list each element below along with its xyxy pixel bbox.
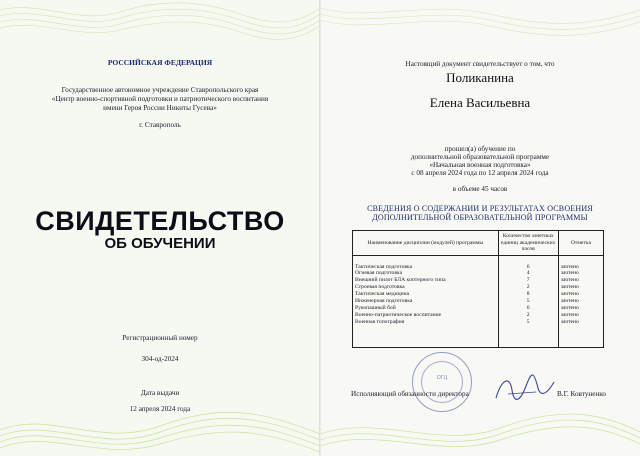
issue-date-label: Дата выдачи [140,389,180,397]
issue-date: 12 апреля 2024 года [129,405,191,413]
table-heading-line-2: ДОПОЛНИТЕЛЬНОЙ ОБРАЗОВАТЕЛЬНОЙ ПРОГРАММЫ [372,213,588,222]
course-name: Тактическая подготовка [353,264,499,271]
table-row [353,298,604,305]
training-line-4: с 08 апреля 2024 года по 12 апреля 2024 года [411,169,549,177]
table-row [353,291,604,298]
course-hours: 5 [498,298,558,305]
course-name: Внешний пилот БЛА коптерного типа [353,277,499,284]
signer-label: Исполняющий обязанности директора [351,390,469,398]
recipient-given-names: Елена Васильевна [429,95,531,110]
document-title: СВИДЕТЕЛЬСТВО [35,206,285,236]
training-volume: в объеме 45 часов [452,185,508,193]
course-grade: зачтено [558,298,603,305]
course-grade: зачтено [558,305,603,312]
stamp-text: ОГЦ [436,375,448,381]
course-name: Тактическая медицина [353,291,499,298]
course-hours: 6 [498,264,558,271]
course-name: Военно-патриотическое воспитание [353,312,499,319]
signer-name: В.Г. Ковтуненко [557,390,607,398]
table-row [353,312,604,319]
course-grade: зачтено [558,312,603,319]
official-stamp [412,352,472,412]
signature [490,368,560,408]
recipient-surname: Поликанина [446,70,514,85]
reg-number: 304-од-2024 [141,355,179,363]
institution-line-1: Государственное автономное учреждение Ставропольского края [61,86,259,94]
reg-number-label: Регистрационный номер [122,334,198,342]
course-hours: 8 [498,291,558,298]
document-subtitle: ОБ ОБУЧЕНИИ [104,235,216,252]
hours-column-header: Количество зачетных единиц академических часов [498,231,558,256]
table-row [353,264,604,271]
table-row [353,277,604,284]
intro-text: Настоящий документ свидетельствует о том, что [405,60,555,68]
course-name: Военная топография [353,319,499,326]
course-grade: зачтено [558,319,603,326]
course-grade: зачтено [558,277,603,284]
course-hours: 4 [498,270,558,277]
course-name: Огневая подготовка [353,270,499,277]
course-grade: зачтено [558,270,603,277]
training-line-1: прошел(а) обучение по [444,145,516,153]
table-heading-line-1: СВЕДЕНИЯ О СОДЕРЖАНИИ И РЕЗУЛЬТАТАХ ОСВОЕНИЯ [367,204,593,213]
course-name: Строевая подготовка [353,284,499,291]
course-grade: зачтено [558,284,603,291]
grade-column-header: Отметка [558,231,603,256]
guilloche-top-left [0,0,320,60]
course-hours: 7 [498,277,558,284]
course-name: Рукопашный бой [353,305,499,312]
table-row [353,319,604,326]
federation-header: РОССИЙСКАЯ ФЕДЕРАЦИЯ [107,58,213,67]
courses-table [352,230,604,348]
course-hours: 2 [498,284,558,291]
course-hours: 6 [498,305,558,312]
guilloche-top-right [320,0,640,60]
course-grade: зачтено [558,291,603,298]
course-name: Инженерная подготовка [353,298,499,305]
city: г. Ставрополь [139,121,181,129]
training-line-2: дополнительной образовательной программе [410,153,550,161]
table-row [353,305,604,312]
course-grade: зачтено [558,264,603,271]
guilloche-bottom-right [320,396,640,456]
course-hours: 5 [498,319,558,326]
table-header-row [353,231,604,256]
table-row [353,284,604,291]
institution-line-2: «Центр военно-спортивной подготовки и патриотического воспитания [51,95,269,103]
institution-line-3: имени Героя России Никиты Гусева» [103,104,217,112]
discipline-column-header: Наименование дисциплин (модулей) программы [353,231,499,256]
training-line-3: «Начальная военная подготовка» [429,161,531,169]
course-hours: 2 [498,312,558,319]
